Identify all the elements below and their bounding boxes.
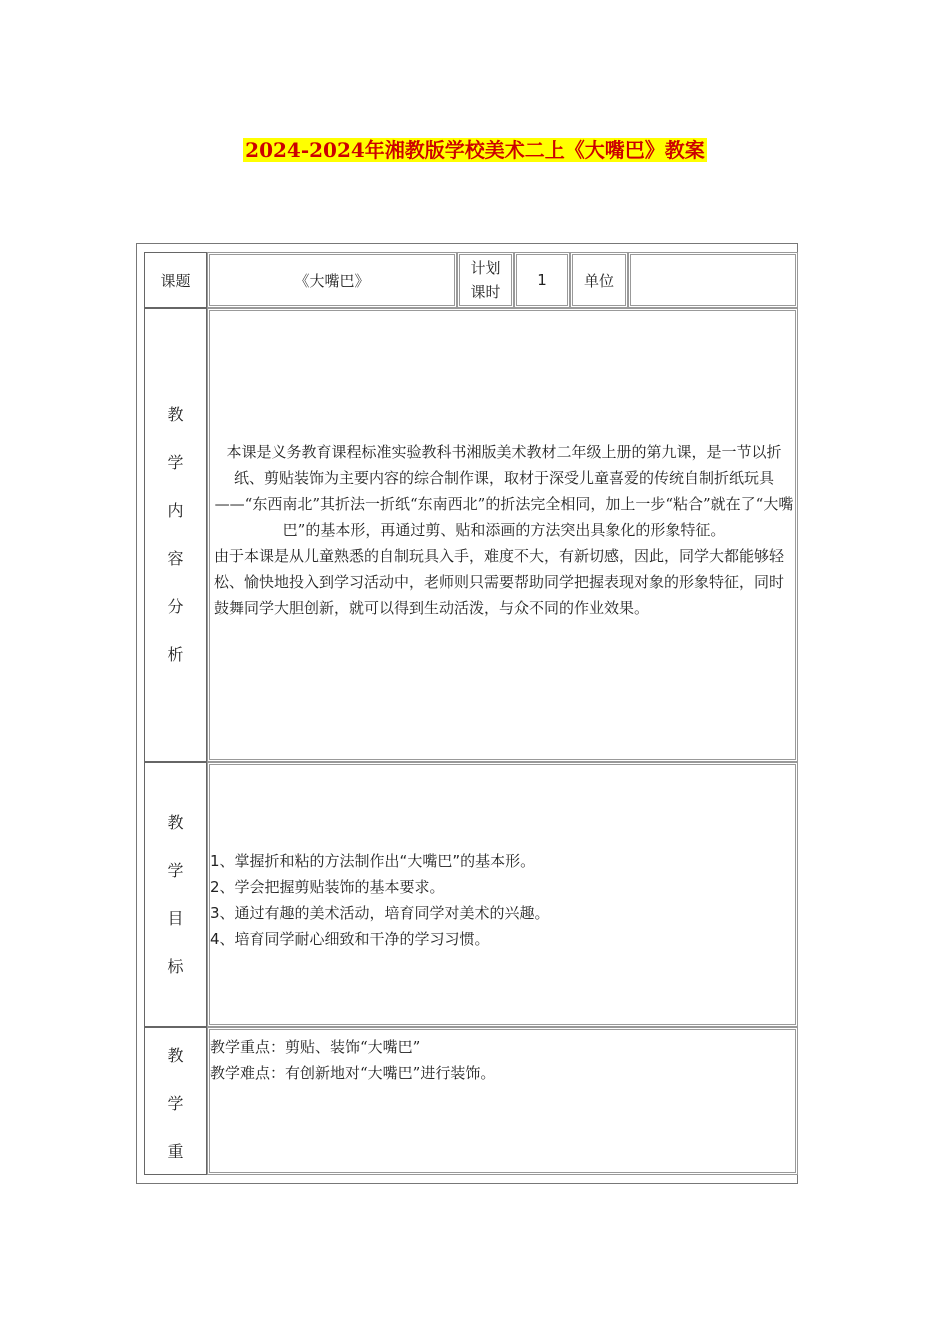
plan-hours-value-cell <box>514 252 570 308</box>
topic-value: 《大嘴巴》 <box>294 271 370 290</box>
objective-item: 4、培育同学耐心细致和干净的学习习惯。 <box>210 930 490 948</box>
key-points-label-cell <box>144 1027 207 1175</box>
label-char: 学 <box>167 453 184 472</box>
label-char: 重 <box>167 1142 184 1161</box>
plan-hours-value: 1 <box>537 271 547 289</box>
label-char: 析 <box>167 645 184 664</box>
label-char: 标 <box>167 956 184 976</box>
objectives-label-cell <box>144 762 207 1027</box>
unit-value-cell <box>628 252 798 308</box>
key-points-body-cell <box>207 1027 798 1175</box>
unit-label-cell <box>570 252 628 308</box>
label-char: 分 <box>167 597 184 616</box>
unit-label: 单位 <box>583 271 614 290</box>
label-char: 目 <box>167 908 184 928</box>
topic-value-cell <box>207 252 457 308</box>
objective-item: 3、通过有趣的美术活动，培育同学对美术的兴趣。 <box>210 904 550 922</box>
plan-hours-label: 计划课时 <box>470 259 501 301</box>
document-title: 2024-2024年湘教版学校美术二上《大嘴巴》教案 <box>245 138 705 162</box>
content-analysis-paragraph-1: 本课是义务教育课程标准实验教科书湘版美术教材二年级上册的第九课，是一节以折纸、剪贴装饰为主要内容的综合制作课，取材于深受儿童喜爱的传统自制折纸玩具——“东西南北”其折法一折纸“东南西北”的折法完全相同，加上一步“粘合”就在了“大嘴巴”的基本形，再通过剪、贴和添画的方法突出具象化的形象特征。 <box>214 443 794 539</box>
content-analysis-label-cell <box>144 308 207 762</box>
content-analysis-body-cell <box>207 308 798 762</box>
label-char: 教 <box>167 1046 184 1065</box>
content-analysis-paragraph-2: 由于本课是从儿童熟悉的自制玩具入手，难度不大，有新切感，因此，同学大都能够轻松、愉快地投入到学习活动中，老师则只需要帮助同学把握表现对象的形象特征，同时鼓舞同学大胆创新，就可以得到生动活泼，与众不同的作业效果。 <box>214 547 785 617</box>
label-char: 内 <box>167 501 184 520</box>
label-char: 教 <box>167 405 184 424</box>
label-char: 容 <box>167 549 184 568</box>
label-char: 学 <box>167 1094 184 1113</box>
label-char: 学 <box>167 860 184 880</box>
key-focus-text: 教学重点：剪贴、装饰“大嘴巴” <box>210 1038 421 1056</box>
objective-item: 2、学会把握剪贴装饰的基本要求。 <box>210 878 445 896</box>
objective-item: 1、掌握折和粘的方法制作出“大嘴巴”的基本形。 <box>210 852 536 870</box>
topic-label: 课题 <box>160 271 191 290</box>
topic-label-cell <box>144 252 207 308</box>
objectives-body-cell <box>207 762 798 1027</box>
plan-hours-label-cell <box>457 252 514 308</box>
key-difficulty-text: 教学难点：有创新地对“大嘴巴”进行装饰。 <box>210 1064 496 1082</box>
label-char: 教 <box>167 812 184 832</box>
